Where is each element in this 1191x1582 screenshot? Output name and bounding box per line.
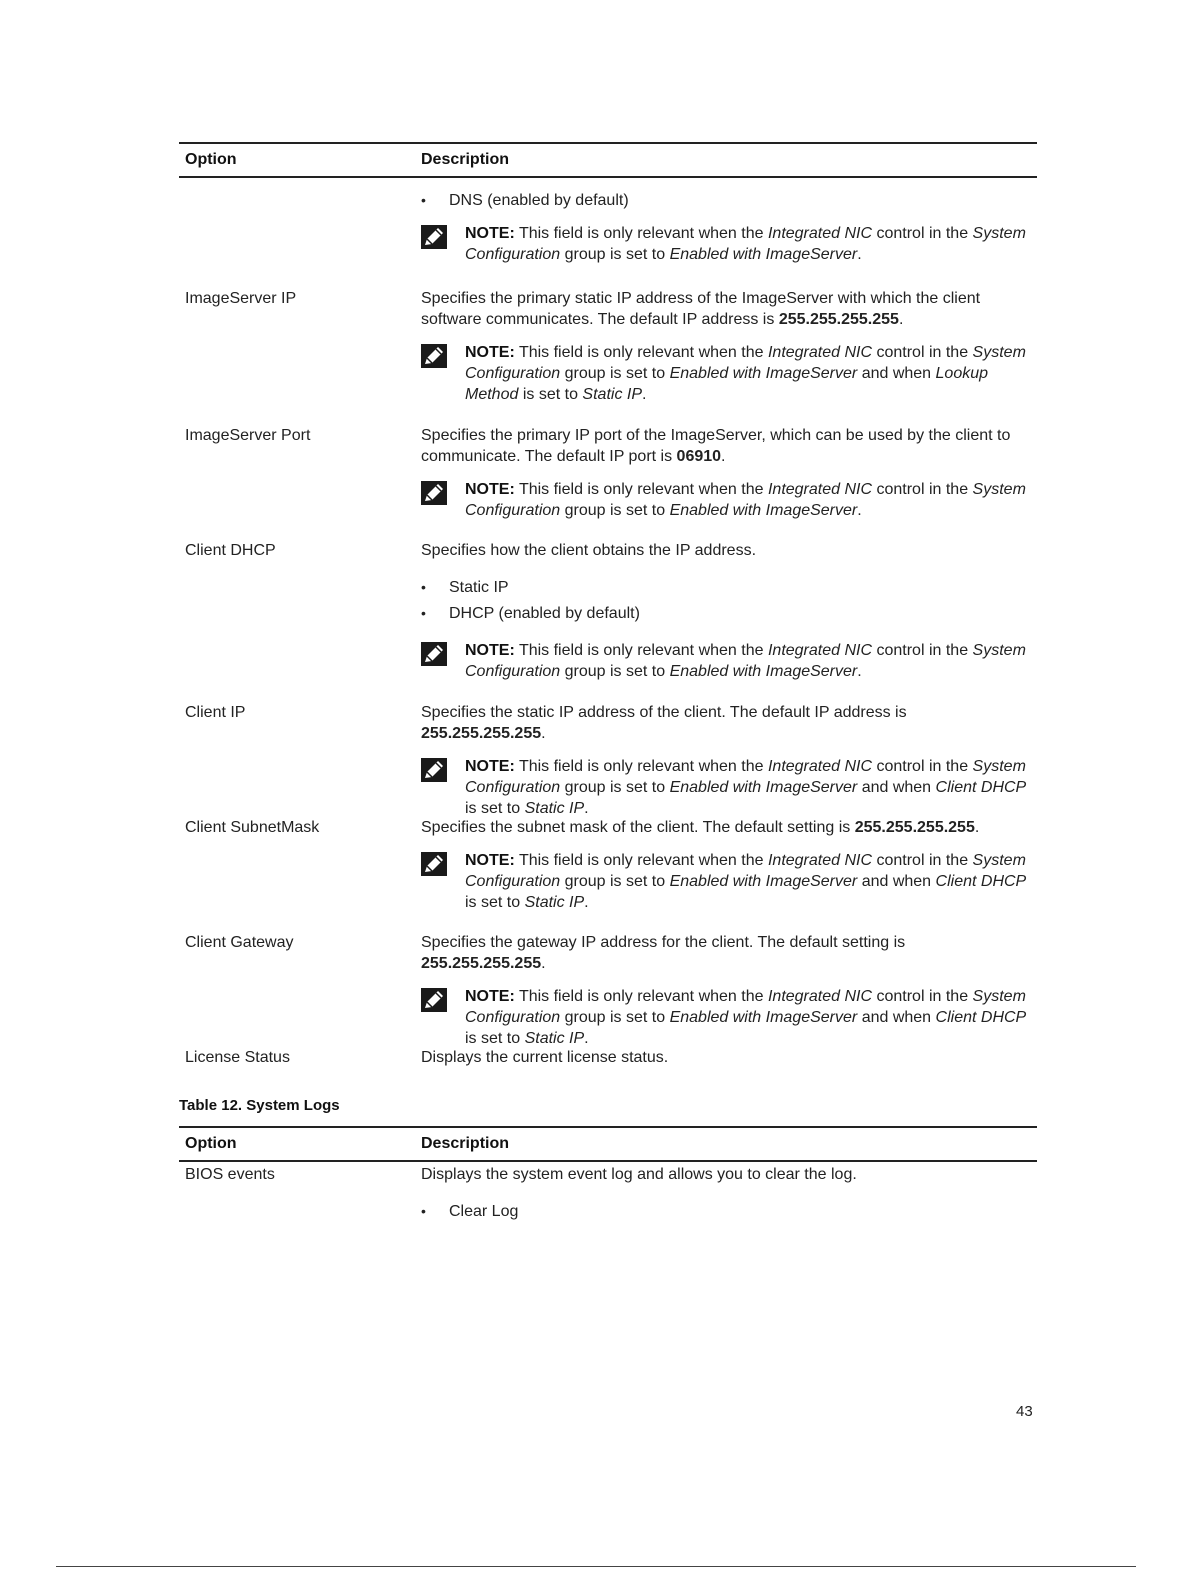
note-group: System Configuration — [465, 344, 1026, 382]
note-text: . — [584, 894, 589, 911]
description-text: Specifies how the client obtains the IP address. — [421, 542, 757, 559]
note-condition: Lookup Method — [465, 365, 989, 403]
note-text: . — [584, 800, 589, 817]
header-option: Option — [185, 151, 237, 168]
note — [421, 756, 1033, 819]
description-text: Displays the system event log and allows you to clear the log. — [421, 1166, 857, 1183]
row-description — [421, 932, 1033, 1049]
note-condition-value: Static IP — [524, 1030, 585, 1047]
note-text: control in the — [876, 481, 969, 498]
note-pencil-icon — [421, 344, 447, 368]
note-pencil-icon — [421, 225, 447, 249]
note — [421, 479, 1033, 521]
row-option: BIOS events — [185, 1166, 275, 1183]
note-text: group is set to — [564, 663, 666, 680]
system-logs-table — [179, 1126, 1037, 1220]
table-header — [179, 142, 1037, 178]
note — [421, 223, 1033, 265]
note-control: Integrated NIC — [767, 988, 873, 1005]
note-label: NOTE: — [465, 988, 515, 1005]
desc-text: Specifies the primary IP port of the ImageServer, which can be used by the client to communicate. The default IP port is — [421, 427, 1011, 465]
default-value: 255.255.255.255 — [421, 725, 542, 742]
desc-text: Specifies the static IP address of the client. The default IP address is — [421, 704, 907, 721]
note-control: Integrated NIC — [767, 481, 873, 498]
note-text: is set to — [465, 894, 521, 911]
description-text — [421, 817, 1033, 838]
note-text: and when — [861, 1009, 932, 1026]
desc-text: Specifies the gateway IP address for the client. The default setting is — [421, 934, 906, 951]
note-text: group is set to — [564, 1009, 666, 1026]
note-label: NOTE: — [465, 481, 515, 498]
note-condition: Client DHCP — [935, 779, 1027, 796]
row-description — [421, 1047, 1033, 1080]
note-text: . — [857, 663, 862, 680]
list-item: • DHCP (enabled by default) — [421, 603, 1033, 624]
note-pencil-icon — [421, 852, 447, 876]
desc-text: Specifies the subnet mask of the client. The default setting is — [421, 819, 851, 836]
note-text: . — [857, 246, 862, 263]
note-text: is set to — [465, 1030, 521, 1047]
row-option: Client DHCP — [185, 542, 276, 559]
note-group: System Configuration — [465, 642, 1026, 680]
note-label: NOTE: — [465, 642, 515, 659]
note-value: Enabled with ImageServer — [669, 365, 858, 382]
note-condition: Client DHCP — [935, 873, 1027, 890]
note — [421, 850, 1033, 913]
note-text: This field is only relevant when the — [518, 225, 764, 242]
note-condition-value: Static IP — [524, 800, 585, 817]
note-group: System Configuration — [465, 481, 1026, 519]
row-description — [421, 190, 1033, 265]
row-description — [421, 425, 1033, 521]
note-text: This field is only relevant when the — [518, 988, 764, 1005]
desc-text: . — [541, 725, 546, 742]
list-item: • Static IP — [421, 577, 1033, 598]
note-text: This field is only relevant when the — [518, 642, 764, 659]
note-text: group is set to — [564, 779, 666, 796]
table-header — [179, 1126, 1037, 1162]
list-item: • Clear Log — [421, 1201, 1033, 1222]
header-option: Option — [185, 1135, 237, 1152]
row-description — [421, 702, 1033, 819]
note-value: Enabled with ImageServer — [669, 1009, 858, 1026]
row-option: License Status — [185, 1049, 290, 1066]
note-pencil-icon — [421, 988, 447, 1012]
default-value: 06910 — [676, 448, 722, 465]
note-group: System Configuration — [465, 852, 1026, 890]
note-condition: Client DHCP — [935, 1009, 1027, 1026]
note — [421, 640, 1033, 682]
note-label: NOTE: — [465, 344, 515, 361]
note-text: control in the — [876, 988, 969, 1005]
note-text: is set to — [465, 800, 521, 817]
default-value: 255.255.255.255 — [854, 819, 975, 836]
note-value: Enabled with ImageServer — [669, 873, 858, 890]
note-label: NOTE: — [465, 758, 515, 775]
row-option: Client Gateway — [185, 934, 294, 951]
bullet-list — [421, 1201, 1033, 1222]
description-text — [421, 702, 1033, 744]
note-text: control in the — [876, 225, 969, 242]
note-value: Enabled with ImageServer — [669, 246, 858, 263]
description-text — [421, 932, 1033, 974]
header-description: Description — [421, 1135, 510, 1152]
note-control: Integrated NIC — [767, 758, 873, 775]
row-description — [421, 817, 1033, 913]
note-group: System Configuration — [465, 758, 1026, 796]
note-text: This field is only relevant when the — [518, 481, 764, 498]
note-text: and when — [861, 873, 932, 890]
note-text: . — [857, 502, 862, 519]
desc-text: . — [721, 448, 726, 465]
note-control: Integrated NIC — [767, 642, 873, 659]
note-text: control in the — [876, 344, 969, 361]
page-number: 43 — [1016, 1403, 1033, 1420]
note-label: NOTE: — [465, 852, 515, 869]
note-value: Enabled with ImageServer — [669, 663, 858, 680]
description-text: Displays the current license status. — [421, 1049, 669, 1066]
note-condition-value: Static IP — [524, 894, 585, 911]
note-value: Enabled with ImageServer — [669, 502, 858, 519]
note — [421, 342, 1033, 405]
bullet-list — [421, 190, 1033, 211]
note-text: group is set to — [564, 365, 666, 382]
row-option: ImageServer Port — [185, 427, 311, 444]
note-control: Integrated NIC — [767, 852, 873, 869]
row-option: Client SubnetMask — [185, 819, 320, 836]
note-group: System Configuration — [465, 988, 1026, 1026]
note-text: control in the — [876, 852, 969, 869]
row-description — [421, 1164, 1033, 1234]
table-caption: Table 12. System Logs — [179, 1097, 340, 1114]
bios-options-table — [179, 142, 1037, 1066]
default-value: 255.255.255.255 — [421, 955, 542, 972]
note-group: System Configuration — [465, 225, 1026, 263]
note-text: control in the — [876, 758, 969, 775]
note-pencil-icon — [421, 642, 447, 666]
default-value: 255.255.255.255 — [778, 311, 899, 328]
note-text: This field is only relevant when the — [518, 852, 764, 869]
note-text: is set to — [522, 386, 578, 403]
desc-text: . — [898, 311, 904, 328]
note-text: This field is only relevant when the — [518, 758, 764, 775]
note-pencil-icon — [421, 481, 447, 505]
note-pencil-icon — [421, 758, 447, 782]
row-description — [421, 540, 1033, 682]
description-text — [421, 425, 1033, 467]
list-item: • DNS (enabled by default) — [421, 190, 1033, 211]
note-text: group is set to — [564, 502, 666, 519]
bullet-list — [421, 577, 1033, 624]
note-text: This field is only relevant when the — [518, 344, 764, 361]
footer-divider — [56, 1566, 1136, 1567]
note — [421, 986, 1033, 1049]
desc-text: Specifies the primary static IP address of the ImageServer with which the client software communicates. The default IP address is — [421, 290, 981, 328]
note-text: and when — [861, 779, 932, 796]
note-control: Integrated NIC — [767, 344, 873, 361]
note-label: NOTE: — [465, 225, 515, 242]
note-text: group is set to — [564, 246, 666, 263]
note-text: . — [642, 386, 647, 403]
desc-text: . — [541, 955, 546, 972]
row-description — [421, 288, 1033, 405]
note-text: control in the — [876, 642, 969, 659]
note-value: Enabled with ImageServer — [669, 779, 858, 796]
note-text: group is set to — [564, 873, 666, 890]
note-control: Integrated NIC — [767, 225, 873, 242]
note-text: and when — [861, 365, 932, 382]
row-option: ImageServer IP — [185, 290, 297, 307]
note-condition-value: Static IP — [582, 386, 642, 403]
note-text: . — [584, 1030, 589, 1047]
desc-text: . — [974, 819, 980, 836]
row-option: Client IP — [185, 704, 246, 721]
header-description: Description — [421, 151, 510, 168]
description-text — [421, 288, 1033, 330]
